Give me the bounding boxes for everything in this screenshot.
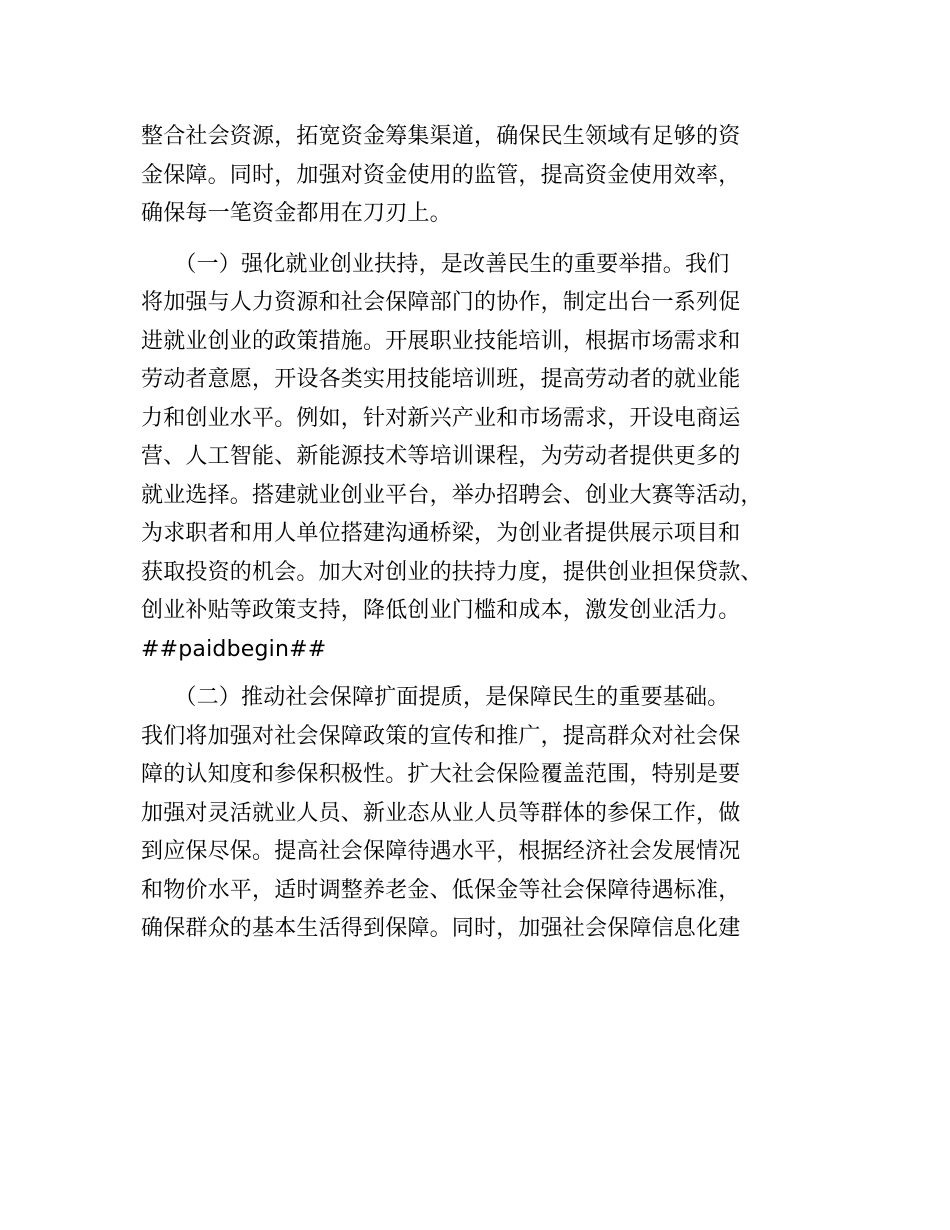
- text-line: 我们将加强对社会保障政策的宣传和推广，提高群众对社会保: [141, 723, 741, 749]
- text-line: 加强对灵活就业人员、新业态从业人员等群体的参保工作，做: [141, 800, 741, 826]
- paid-begin-marker: ##paidbegin##: [141, 636, 327, 662]
- text-line: 障的认知度和参保积极性。扩大社会保险覆盖范围，特别是要: [141, 762, 741, 787]
- text-line: 将加强与人力资源和社会保障部门的协作，制定出台一系列促: [141, 290, 741, 315]
- paragraph-spacer: [141, 234, 831, 246]
- text-line: 营、人工智能、新能源技术等培训课程，为劳动者提供更多的: [141, 444, 741, 469]
- text-line: 创业补贴等政策支持，降低创业门槛和成本，激发创业活力。: [141, 598, 741, 623]
- paragraph-social-security: [141, 679, 831, 949]
- text-line: 进就业创业的政策措施。开展职业技能培训，根据市场需求和: [141, 328, 741, 354]
- text-line: 整合社会资源，拓宽资金筹集渠道，确保民生领域有足够的资: [141, 124, 741, 149]
- paragraph-intro: [141, 118, 831, 234]
- text-line: 获取投资的机会。加大对创业的扶持力度，提供创业担保贷款、: [141, 559, 763, 585]
- text-line: 到应保尽保。提高社会保障待遇水平，根据经济社会发展情况: [141, 839, 741, 864]
- paragraph-employment: [141, 246, 831, 631]
- document-body: [141, 118, 831, 949]
- paragraph-spacer: [141, 669, 831, 679]
- text-line: （二）推动社会保障扩面提质，是保障民生的重要基础。: [141, 685, 730, 710]
- text-line: 就业选择。搭建就业创业平台，举办招聘会、创业大赛等活动，: [141, 482, 763, 508]
- text-line: 和物价水平，适时调整养老金、低保金等社会保障待遇标准，: [141, 877, 741, 903]
- text-line: 确保每一笔资金都用在刀刃上。: [141, 201, 452, 226]
- text-line: 为求职者和用人单位搭建沟通桥梁，为创业者提供展示项目和: [141, 521, 741, 546]
- text-line: （一）强化就业创业扶持，是改善民生的重要举措。我们: [141, 251, 730, 277]
- text-line: 劳动者意愿，开设各类实用技能培训班，提高劳动者的就业能: [141, 367, 741, 392]
- text-line: 金保障。同时，加强对资金使用的监管，提高资金使用效率，: [141, 162, 741, 188]
- text-line: 确保群众的基本生活得到保障。同时，加强社会保障信息化建: [141, 916, 741, 941]
- text-line: 力和创业水平。例如，针对新兴产业和市场需求，开设电商运: [141, 405, 741, 431]
